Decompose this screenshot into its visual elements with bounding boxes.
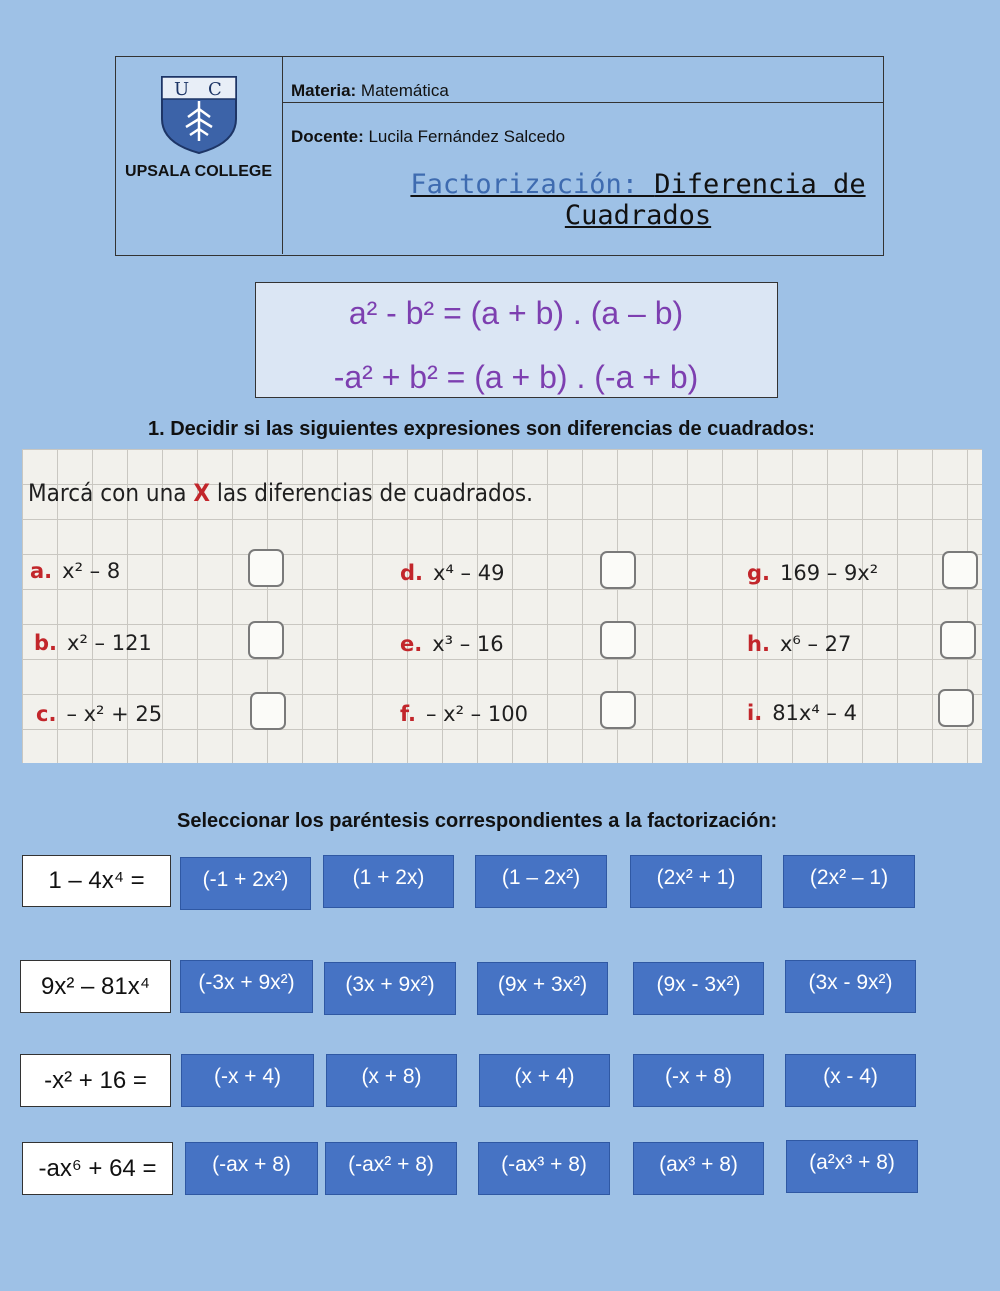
exercise-4-expression: -ax⁶ + 64 = [22,1142,173,1195]
item-expression: x³ – 16 [432,632,504,656]
item-letter: b. [34,631,58,655]
college-name: UPSALA COLLEGE [125,163,272,180]
docente-row [291,127,565,147]
topic-title-prefix: Factorización: [410,169,638,200]
item-letter: e. [400,632,423,656]
docente-value: Lucila Fernández Salcedo [368,127,566,146]
exercise-1-option-1[interactable]: (-1 + 2x²) [180,857,311,910]
materia-row [283,57,883,103]
exercise-3-option-4[interactable]: (-x + 8) [633,1054,764,1107]
photo-title [28,479,533,507]
item-expression: x² – 121 [67,631,152,655]
exercise-4-option-4[interactable]: (ax³ + 8) [633,1142,764,1195]
question-2: Seleccionar los paréntesis correspondientes a la factorización: [177,810,778,832]
item-c [36,702,162,726]
item-letter: c. [36,702,57,726]
docente-label: Docente: [291,127,364,146]
checkbox-c[interactable] [250,692,286,730]
item-letter: h. [747,632,770,656]
svg-text:C: C [208,79,222,100]
item-letter: a. [30,559,53,583]
exercise-1-option-2[interactable]: (1 + 2x) [323,855,454,908]
exercise-2-option-4[interactable]: (9x - 3x²) [633,962,764,1015]
item-d [400,561,504,585]
item-g [747,561,878,585]
item-letter: i. [747,701,763,725]
svg-text:U: U [174,79,190,100]
formula-negative-difference: -a² + b² = (a + b) . (-a + b) [333,359,699,395]
exercise-3-option-2[interactable]: (x + 8) [326,1054,457,1107]
checkbox-d[interactable] [600,551,636,589]
checkbox-i[interactable] [938,689,974,727]
item-expression: – x² – 100 [425,702,528,726]
photo-title-end: las diferencias de cuadrados. [210,479,534,507]
exercise-3-option-1[interactable]: (-x + 4) [181,1054,314,1107]
photo-title-start: Marcá con una [28,479,194,507]
checkbox-f[interactable] [600,691,636,729]
item-expression: 169 – 9x² [780,561,879,585]
photo-title-x: X [193,479,211,507]
checkbox-a[interactable] [248,549,284,587]
exercise-3-option-5[interactable]: (x - 4) [785,1054,916,1107]
exercise-3-option-3[interactable]: (x + 4) [479,1054,610,1107]
materia-label: Materia: [291,81,357,100]
exercise-1-option-4[interactable]: (2x² + 1) [630,855,762,908]
exercise-photo [22,449,982,763]
logo-cell [116,57,283,254]
question-1: 1. Decidir si las siguientes expresiones son diferencias de cuadrados: [148,418,815,440]
exercise-2-expression: 9x² – 81x⁴ [20,960,171,1013]
header-table [115,56,884,256]
topic-title-main: Diferencia de Cuadrados [564,169,866,231]
exercise-2-option-3[interactable]: (9x + 3x²) [477,962,608,1015]
item-b [34,631,152,655]
checkbox-e[interactable] [600,621,636,659]
exercise-4-option-1[interactable]: (-ax + 8) [185,1142,318,1195]
college-crest-icon [160,75,238,155]
exercise-2-option-1[interactable]: (-3x + 9x²) [180,960,313,1013]
item-expression: – x² + 25 [66,702,163,726]
exercise-3-expression: -x² + 16 = [20,1054,171,1107]
checkbox-g[interactable] [942,551,978,589]
exercise-2-option-5[interactable]: (3x - 9x²) [785,960,916,1013]
checkbox-b[interactable] [248,621,284,659]
item-expression: 81x⁴ – 4 [772,701,857,725]
formula-difference: a² - b² = (a + b) . (a – b) [348,295,684,331]
formula-box [255,282,778,398]
exercise-1-option-5[interactable]: (2x² – 1) [783,855,915,908]
exercise-4-option-3[interactable]: (-ax³ + 8) [478,1142,610,1195]
item-e [400,632,504,656]
item-letter: f. [400,702,416,726]
item-h [747,632,851,656]
exercise-2-option-2[interactable]: (3x + 9x²) [324,962,456,1015]
topic-title [408,169,868,231]
item-f [400,702,528,726]
exercise-4-option-2[interactable]: (-ax² + 8) [325,1142,457,1195]
item-expression: x⁴ – 49 [433,561,505,585]
exercise-1-option-3[interactable]: (1 – 2x²) [475,855,607,908]
exercise-1-expression: 1 – 4x⁴ = [22,855,171,907]
item-a [30,559,120,583]
item-expression: x⁶ – 27 [779,632,852,656]
exercise-4-option-5[interactable]: (a²x³ + 8) [786,1140,918,1193]
item-letter: d. [400,561,424,585]
item-letter: g. [747,561,771,585]
item-i [747,701,857,725]
item-expression: x² – 8 [62,559,121,583]
checkbox-h[interactable] [940,621,976,659]
materia-value: Matemática [360,81,449,100]
